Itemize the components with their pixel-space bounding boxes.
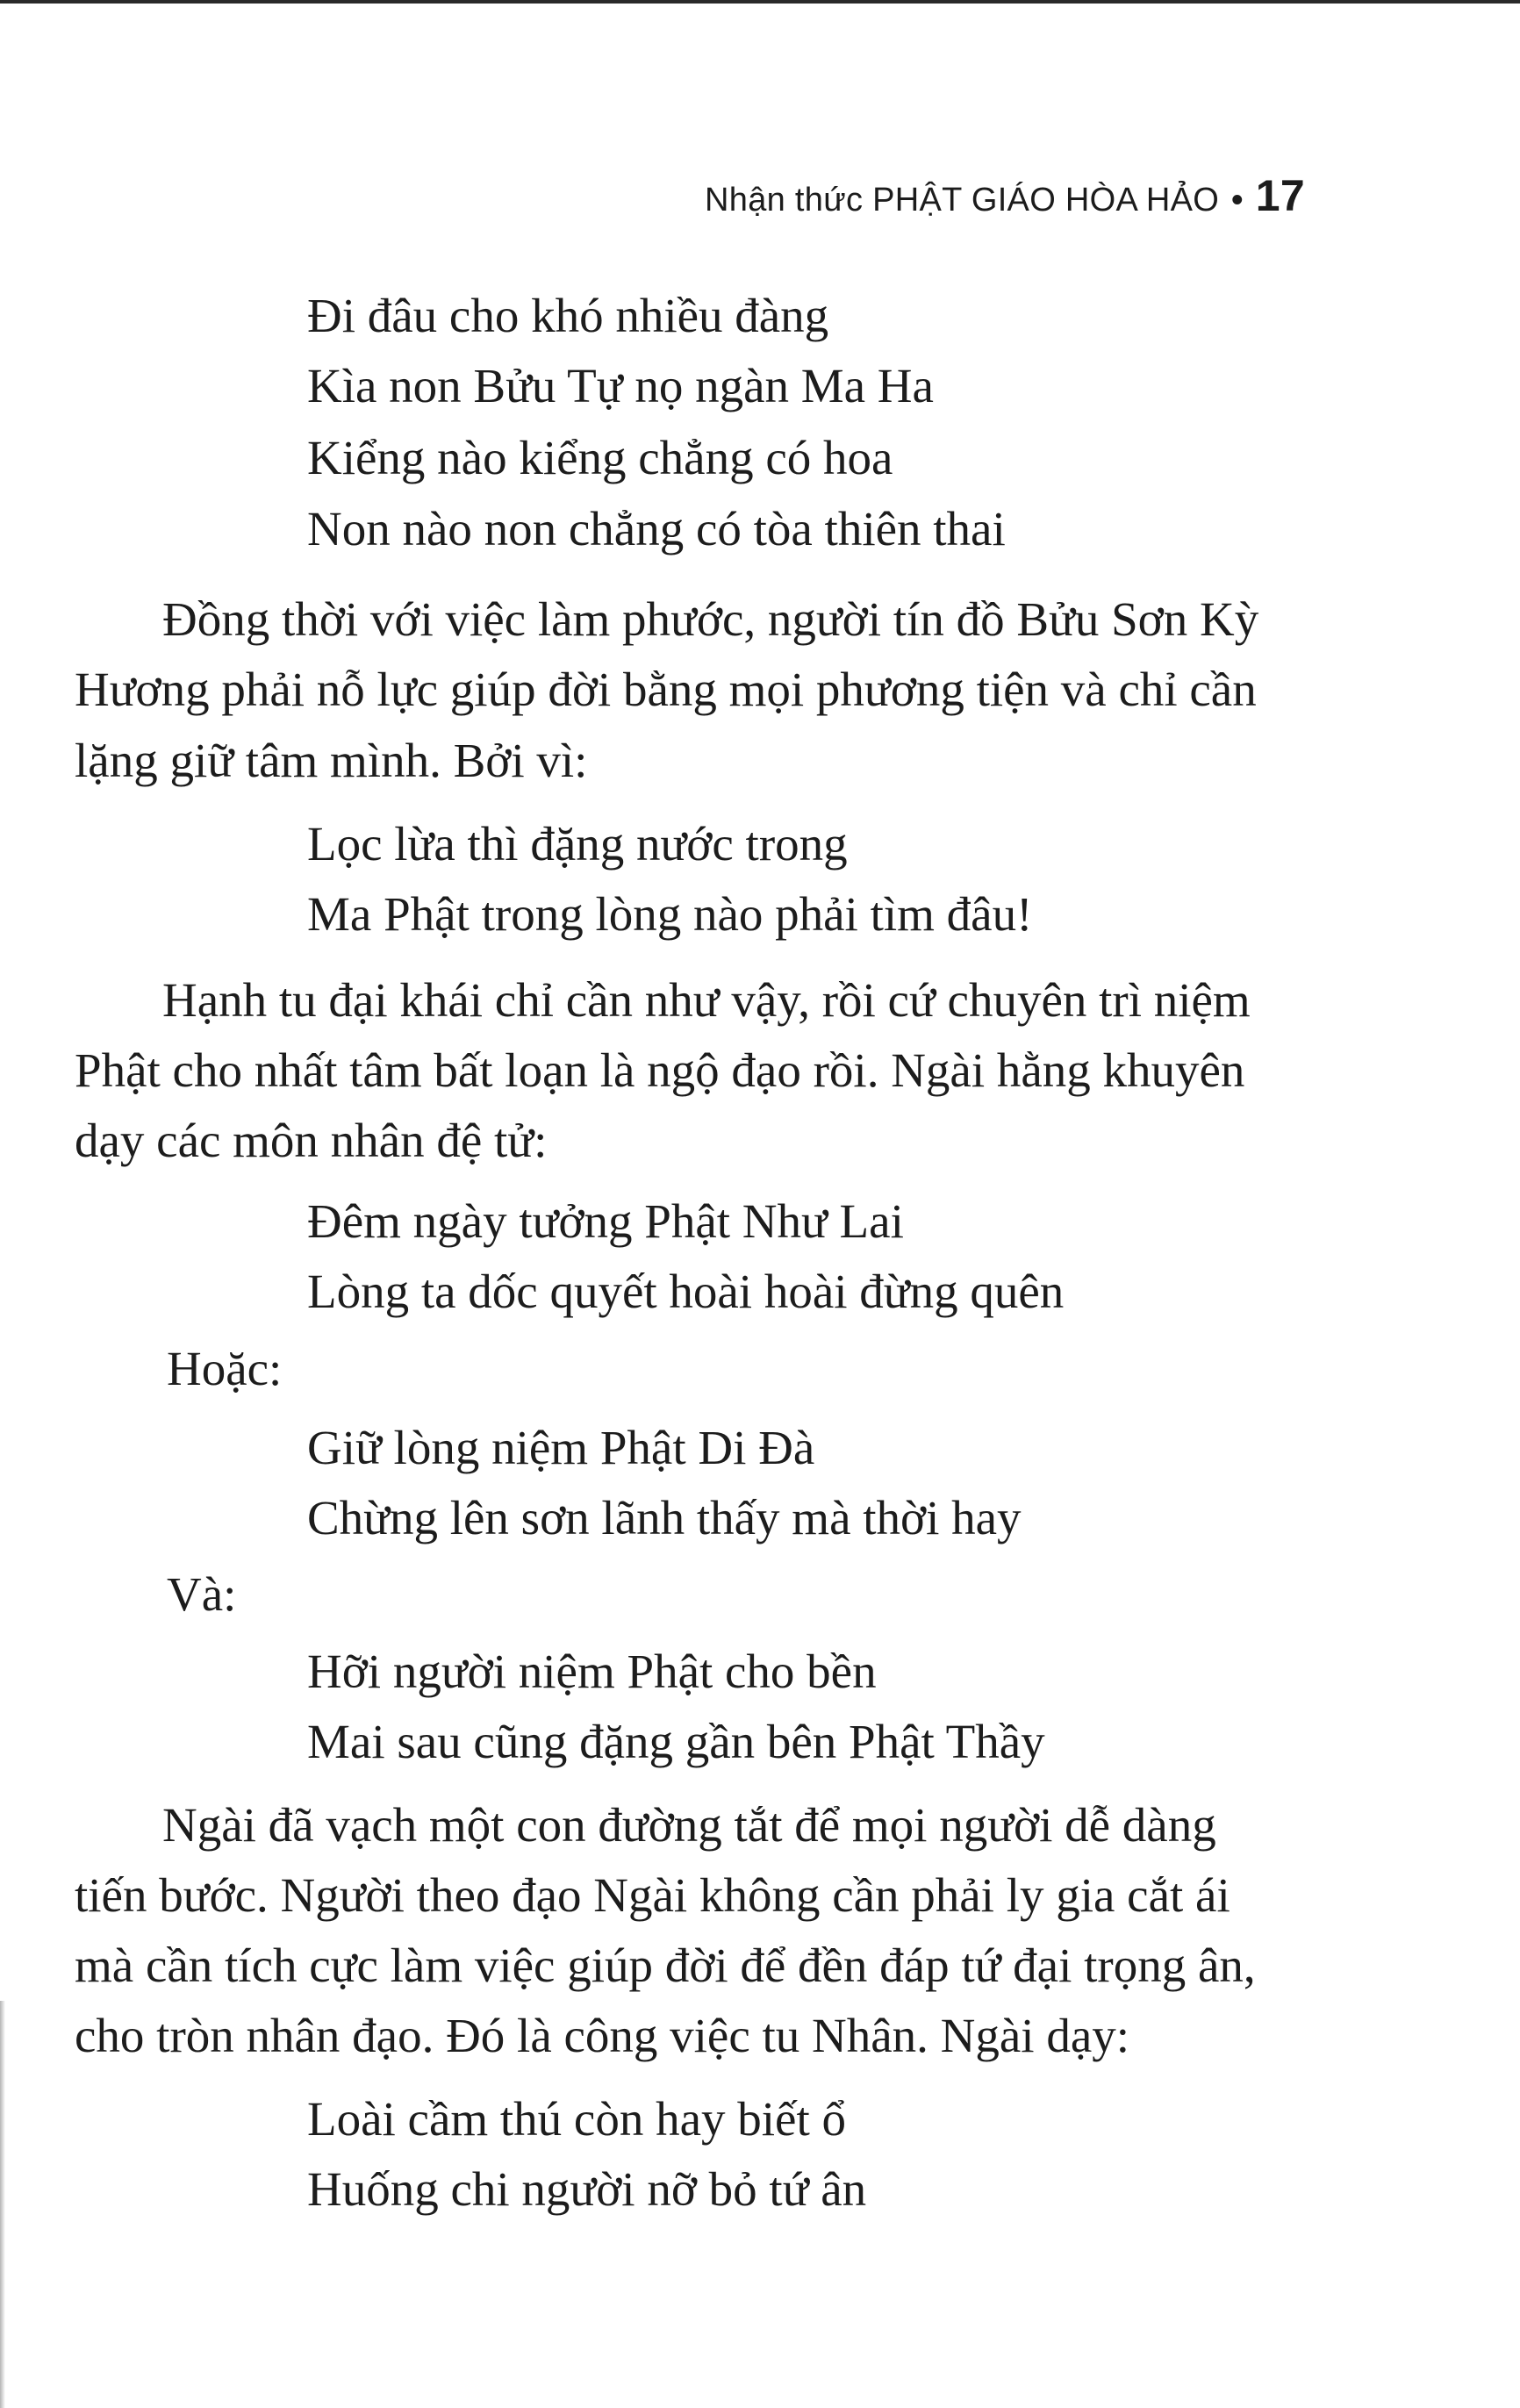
verse-line: Ma Phật trong lòng nào phải tìm đâu! [307,887,1033,941]
verse-line: Giữ lòng niệm Phật Di Đà [307,1421,815,1474]
verse-line: Kìa non Bửu Tự nọ ngàn Ma Ha [307,359,934,412]
label-or: Hoặc: [167,1342,283,1395]
paragraph-line: Hạnh tu đại khái chỉ cần như vậy, rồi cứ chuyên trì niệm [162,973,1251,1027]
verse-line: Non nào non chẳng có tòa thiên thai [307,502,1006,555]
verse-line: Huống chi người nỡ bỏ tứ ân [307,2162,867,2216]
paragraph-line: tiến bước. Người theo đạo Ngài không cần phải ly gia cắt ái [75,1868,1230,1922]
paragraph-line: dạy các môn nhân đệ tử: [75,1114,548,1167]
top-edge-rule [0,0,1520,4]
paragraph-line: Đồng thời với việc làm phước, người tín đồ Bửu Sơn Kỳ [162,592,1259,646]
paragraph-line: Ngài đã vạch một con đường tắt để mọi người dễ dàng [162,1798,1216,1852]
verse-line: Hỡi người niệm Phật cho bền [307,1645,877,1698]
running-header-title: Nhận thức PHẬT GIÁO HÒA HẢO [705,182,1220,219]
paragraph-line: mà cần tích cực làm việc giúp đời để đền đáp tứ đại trọng ân, [75,1939,1256,1992]
running-header-separator: • [1231,182,1244,219]
verse-line: Lọc lừa thì đặng nước trong [307,817,848,871]
page-number: 17 [1255,171,1305,220]
label-and: Và: [167,1567,237,1621]
verse-line: Kiểng nào kiểng chẳng có hoa [307,431,893,484]
verse-line: Mai sau cũng đặng gần bên Phật Thầy [307,1715,1045,1768]
verse-line: Loài cầm thú còn hay biết ổ [307,2092,846,2146]
running-header [705,171,1305,222]
page-edge-shadow [0,2001,5,2408]
paragraph-line: cho tròn nhân đạo. Đó là công việc tu Nhân. Ngài dạy: [75,2009,1130,2062]
verse-line: Đi đâu cho khó nhiều đàng [307,289,829,342]
paragraph-line: Phật cho nhất tâm bất loạn là ngộ đạo rồi. Ngài hằng khuyên [75,1043,1245,1097]
verse-line: Đêm ngày tưởng Phật Như Lai [307,1194,904,1248]
paragraph-line: Hương phải nỗ lực giúp đời bằng mọi phương tiện và chỉ cần [75,663,1257,716]
verse-line: Chừng lên sơn lãnh thấy mà thời hay [307,1491,1022,1544]
verse-line: Lòng ta dốc quyết hoài hoài đừng quên [307,1265,1065,1318]
paragraph-line: lặng giữ tâm mình. Bởi vì: [75,734,588,787]
